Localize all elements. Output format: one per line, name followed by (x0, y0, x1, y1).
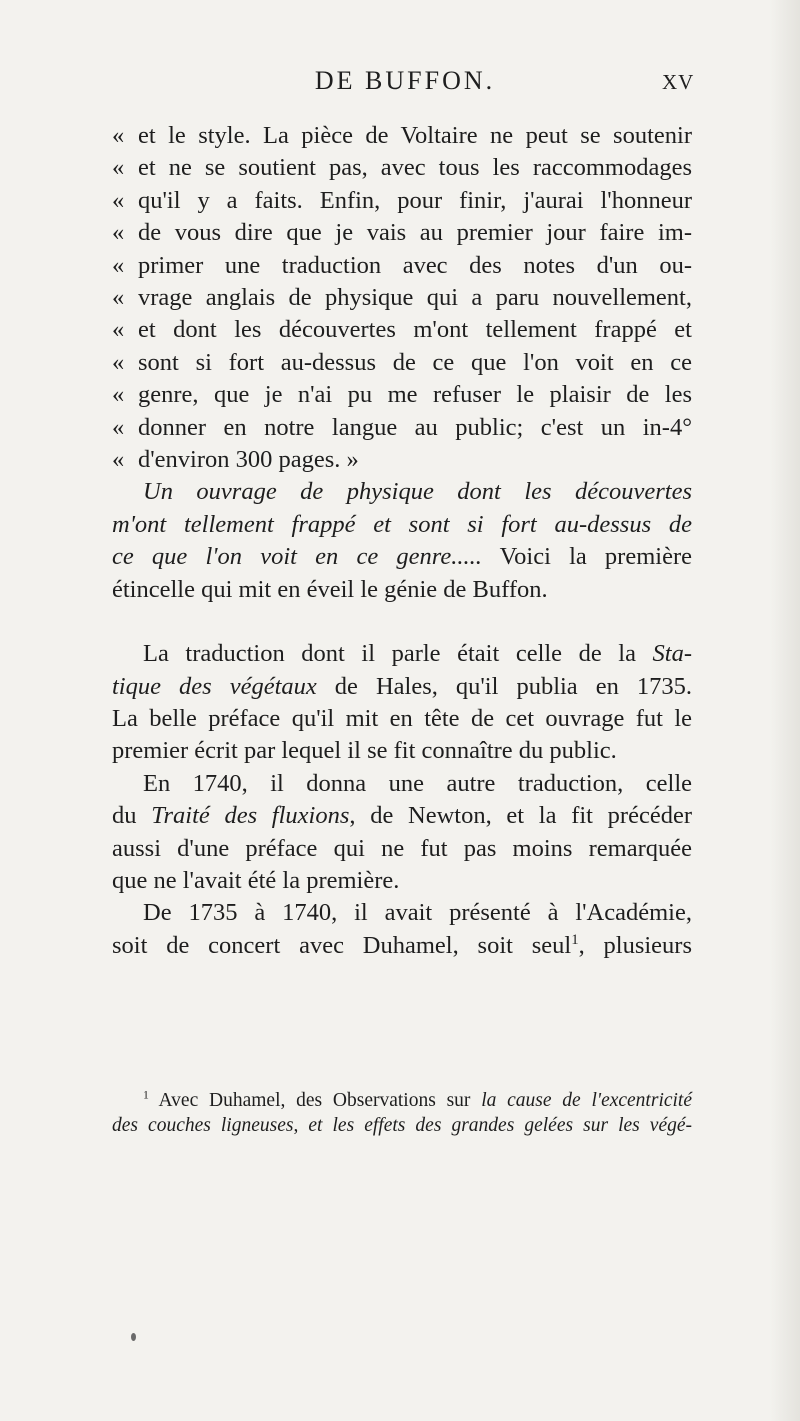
quote-mark: « (112, 446, 125, 474)
paragraph-line: tique des végétaux de Hales, qu'il publia en 1735. (112, 672, 692, 700)
footnote-line: $^1$ Avec Duhamel, des Observations sur la cause de l'excentricité (143, 1088, 693, 1111)
quote-mark: « (112, 154, 125, 182)
paragraph-line: du Traité des fluxions, de Newton, et la fit précéder (112, 802, 692, 830)
paragraph-line: La traduction dont il parle était celle de la Sta- (143, 640, 692, 668)
quote-mark: « (112, 122, 125, 149)
paragraph-line: que ne l'avait été la première. (112, 866, 400, 894)
print-speck (131, 1333, 136, 1341)
quote-line: « et ne se soutient pas, avec tous les raccommodages (112, 152, 692, 184)
page-edge-shadow (770, 0, 800, 1421)
page-number: XV (662, 70, 695, 94)
paragraph-line: De 1735 à 1740, il avait présenté à l'Académie, (143, 899, 692, 927)
paragraph-line: aussi d'une préface qui ne fut pas moins remarquée (112, 834, 692, 862)
quote-line: « d'environ 300 pages. » (112, 444, 692, 476)
quote-line: « sont si fort au-dessus de ce que l'on voit en ce (112, 347, 692, 379)
quote-mark: « (112, 284, 125, 312)
quote-line: « qu'il y a faits. Enfin, pour finir, j'aurai l'honneur (112, 185, 692, 217)
quote-mark: « (112, 316, 125, 344)
quote-line: « donner en notre langue au public; c'est un in-4° (112, 412, 692, 444)
page-header (0, 66, 800, 106)
quote-line: « et dont les découvertes m'ont tellement frappé et (112, 314, 692, 346)
footnote-reference: 1 (571, 931, 579, 948)
quote-mark: « (112, 381, 125, 409)
quote-mark: « (112, 413, 125, 441)
quote-line: « genre, que je n'ai pu me refuser le plaisir de les (112, 379, 692, 411)
body-text (112, 120, 692, 962)
footnotes (112, 1088, 692, 1138)
quote-line: « et le style. La pièce de Voltaire ne peut se soutenir (112, 120, 692, 152)
paragraph-line: Un ouvrage de physique dont les découvertes (143, 478, 692, 506)
footnote-line: des couches ligneuses, et les effets des grandes gelées sur les végé- (112, 1115, 692, 1136)
quote-mark: « (112, 348, 125, 376)
quote-mark: « (112, 219, 125, 247)
quote-line: « vrage anglais de physique qui a paru nouvellement, (112, 282, 692, 314)
paragraph-line: En 1740, il donna une autre traduction, celle (143, 769, 692, 797)
running-title: DE BUFFON. (314, 66, 496, 95)
paragraph-line: La belle préface qu'il mit en tête de cet ouvrage fut le (112, 704, 692, 732)
paragraph-line: ce que l'on voit en ce genre..... Voici la première (112, 543, 692, 571)
footnote-marker: 1 (143, 1088, 149, 1102)
paragraph-line: m'ont tellement frappé et sont si fort au-dessus de (112, 510, 692, 538)
quote-mark: « (112, 251, 125, 279)
quote-line: « primer une traduction avec des notes d'un ou- (112, 250, 692, 282)
paragraph-line: soit de concert avec Duhamel, soit seul$^1$, plusieurs (112, 931, 692, 959)
paragraph-line: étincelle qui mit en éveil le génie de Buffon. (112, 575, 548, 603)
paragraph-line: premier écrit par lequel il se fit connaître du public. (112, 737, 617, 765)
quote-line: « de vous dire que je vais au premier jour faire im- (112, 217, 692, 249)
quote-mark: « (112, 186, 125, 214)
